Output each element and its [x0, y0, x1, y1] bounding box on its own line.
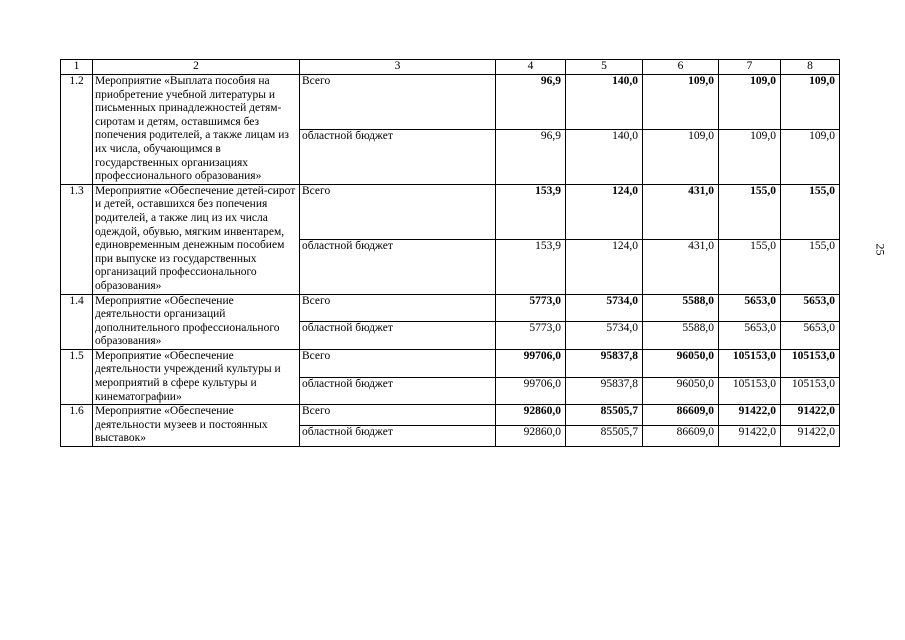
budget-label: областной бюджет — [300, 239, 496, 294]
total-value: 105153,0 — [781, 349, 840, 377]
total-value: 5653,0 — [781, 294, 840, 322]
budget-label: областной бюджет — [300, 426, 496, 447]
budget-value: 5773,0 — [496, 322, 566, 350]
budget-value: 85505,7 — [566, 426, 643, 447]
total-value: 109,0 — [643, 75, 719, 130]
budget-value: 5653,0 — [719, 322, 781, 350]
budget-table — [60, 59, 840, 447]
measure-name: Мероприятие «Обеспечение деятельности музеев и постоянных выставок» — [93, 405, 300, 447]
total-value: 86609,0 — [643, 405, 719, 426]
total-value: 91422,0 — [781, 405, 840, 426]
total-value: 153,9 — [496, 184, 566, 239]
total-value: 96050,0 — [643, 349, 719, 377]
row-number: 1.4 — [61, 294, 93, 349]
budget-label: областной бюджет — [300, 129, 496, 184]
total-value: 105153,0 — [719, 349, 781, 377]
total-value: 140,0 — [566, 75, 643, 130]
budget-value: 124,0 — [566, 239, 643, 294]
budget-value: 140,0 — [566, 129, 643, 184]
budget-value: 105153,0 — [719, 377, 781, 405]
budget-value: 91422,0 — [719, 426, 781, 447]
budget-label: областной бюджет — [300, 322, 496, 350]
measure-name: Мероприятие «Выплата пособия на приобретение учебной литературы и письменных принадлежностей детям-сиротам и детям, оставшимся без попечения родителей, а также лицам из их числа, обучающимся в государственных организациях профессионального образования» — [93, 75, 300, 185]
budget-value: 92860,0 — [496, 426, 566, 447]
total-value: 5588,0 — [643, 294, 719, 322]
measure-name: Мероприятие «Обеспечение детей-сирот и детей, оставшихся без попечения родителей, а также лиц из их числа одеждой, обувью, мягким инвентарем, единовременным денежным пособием при выпуске из государственных организаций профессионального образования» — [93, 184, 300, 294]
total-label: Всего — [300, 405, 496, 426]
budget-value: 5653,0 — [781, 322, 840, 350]
table-row-total — [61, 405, 840, 426]
total-value: 155,0 — [719, 184, 781, 239]
budget-value: 109,0 — [781, 129, 840, 184]
budget-value: 99706,0 — [496, 377, 566, 405]
budget-value: 109,0 — [643, 129, 719, 184]
budget-value: 5734,0 — [566, 322, 643, 350]
total-value: 124,0 — [566, 184, 643, 239]
table-row-total — [61, 349, 840, 377]
budget-value: 91422,0 — [781, 426, 840, 447]
total-value: 5773,0 — [496, 294, 566, 322]
budget-value: 153,9 — [496, 239, 566, 294]
budget-value: 105153,0 — [781, 377, 840, 405]
budget-value: 431,0 — [643, 239, 719, 294]
total-label: Всего — [300, 184, 496, 239]
total-value: 109,0 — [719, 75, 781, 130]
total-value: 96,9 — [496, 75, 566, 130]
row-number: 1.6 — [61, 405, 93, 447]
total-value: 85505,7 — [566, 405, 643, 426]
total-value: 92860,0 — [496, 405, 566, 426]
budget-label: областной бюджет — [300, 377, 496, 405]
table-row-total — [61, 294, 840, 322]
measure-name: Мероприятие «Обеспечение деятельности учреждений культуры и мероприятий в сфере культуры и кинематографии» — [93, 349, 300, 404]
budget-value: 95837,8 — [566, 377, 643, 405]
budget-value: 109,0 — [719, 129, 781, 184]
budget-value: 86609,0 — [643, 426, 719, 447]
budget-value: 96050,0 — [643, 377, 719, 405]
header-cell: 8 — [781, 60, 840, 75]
row-number: 1.2 — [61, 75, 93, 185]
total-label: Всего — [300, 75, 496, 130]
total-value: 5653,0 — [719, 294, 781, 322]
header-row — [61, 60, 840, 75]
header-cell: 4 — [496, 60, 566, 75]
row-number: 1.3 — [61, 184, 93, 294]
page-number: 25 — [873, 243, 888, 256]
budget-value: 155,0 — [781, 239, 840, 294]
budget-value: 155,0 — [719, 239, 781, 294]
total-value: 109,0 — [781, 75, 840, 130]
header-cell: 5 — [566, 60, 643, 75]
header-cell: 1 — [61, 60, 93, 75]
total-value: 5734,0 — [566, 294, 643, 322]
total-label: Всего — [300, 294, 496, 322]
budget-value: 5588,0 — [643, 322, 719, 350]
table-row-total — [61, 75, 840, 130]
total-value: 91422,0 — [719, 405, 781, 426]
header-cell: 2 — [93, 60, 300, 75]
table-row-total — [61, 184, 840, 239]
budget-value: 96,9 — [496, 129, 566, 184]
header-cell: 3 — [300, 60, 496, 75]
total-value: 99706,0 — [496, 349, 566, 377]
total-label: Всего — [300, 349, 496, 377]
total-value: 431,0 — [643, 184, 719, 239]
total-value: 155,0 — [781, 184, 840, 239]
header-cell: 6 — [643, 60, 719, 75]
header-cell: 7 — [719, 60, 781, 75]
total-value: 95837,8 — [566, 349, 643, 377]
row-number: 1.5 — [61, 349, 93, 404]
measure-name: Мероприятие «Обеспечение деятельности организаций дополнительного профессионального образования» — [93, 294, 300, 349]
